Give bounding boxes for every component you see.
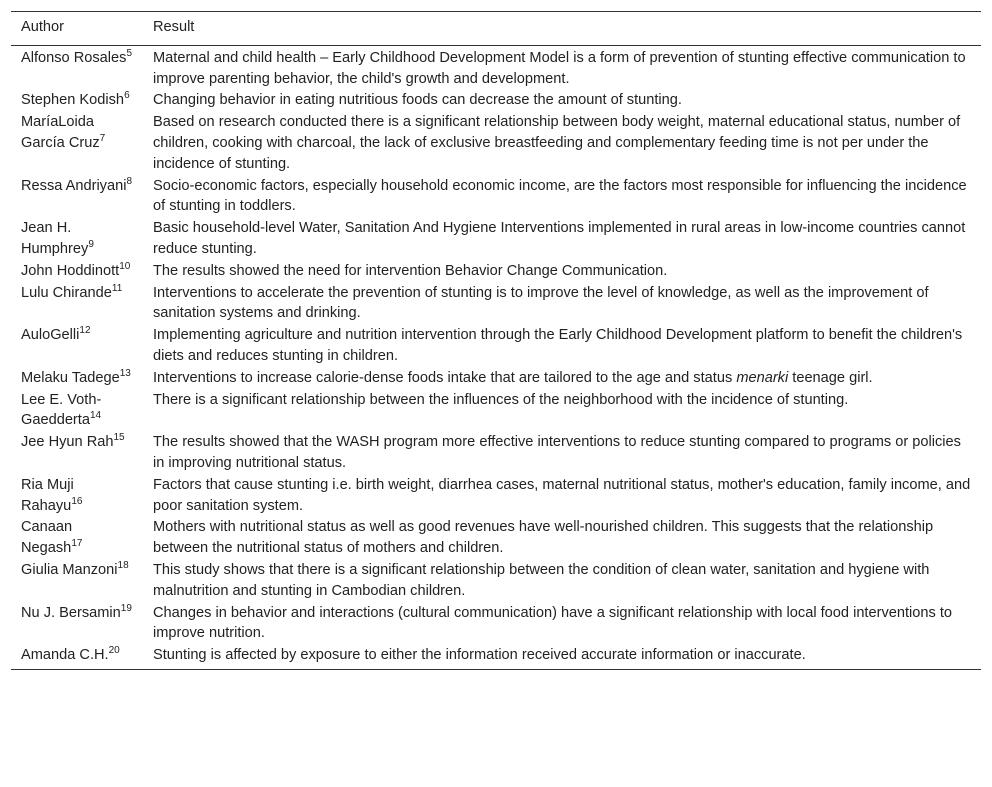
reference-number: 13 (119, 367, 131, 379)
result-cell: Basic household-level Water, Sanitation And Hygiene Interventions implemented in rural areas in low-income countries cannot reduce stunting. (153, 220, 966, 257)
reference-number: 5 (126, 47, 133, 59)
literature-results-table (11, 11, 981, 670)
author-name: Canaan Negash (21, 519, 73, 557)
reference-number: 7 (99, 133, 106, 145)
author-cell (11, 261, 143, 283)
author-name: Nu J. Bersamin (21, 604, 121, 621)
table-row (11, 368, 981, 390)
author-cell (11, 390, 143, 433)
result-emphasis: menarki (736, 369, 789, 386)
result-text: teenage girl. (788, 369, 873, 386)
result-cell (143, 368, 981, 390)
author-cell (11, 475, 143, 518)
table-row (11, 176, 981, 219)
author-name: Melaku Tadege (21, 369, 120, 386)
author-cell (11, 603, 143, 646)
table-row (11, 390, 981, 433)
result-cell: Interventions to accelerate the prevention of stunting is to improve the level of knowledge, as well as the improvement of sanitation systems and drinking. (153, 284, 929, 322)
result-cell: Socio-economic factors, especially household economic income, are the factors most responsible for influencing the incidence of stunting in toddlers. (153, 177, 967, 215)
author-name: Jee Hyun Rah (21, 434, 114, 451)
author-name: Ressa Andriyani (21, 177, 127, 194)
result-cell: Mothers with nutritional status as well as good revenues have well-nourished children. This suggests that the relationship between the nutritional status of mothers and children. (153, 519, 934, 557)
table-row (11, 112, 981, 175)
reference-number: 9 (88, 239, 94, 251)
table-row (11, 560, 981, 603)
header-row (11, 12, 981, 46)
author-name: Lee E. Voth-Gaedderta (21, 391, 102, 429)
table-row (11, 218, 981, 261)
author-name: AuloGelli (21, 327, 80, 344)
reference-number: 17 (71, 538, 83, 550)
author-cell (11, 176, 143, 219)
reference-number: 19 (120, 602, 132, 614)
author-name: Lulu Chirande (21, 284, 112, 301)
result-cell: There is a significant relationship between the influences of the neighborhood with the incidence of stunting. (153, 391, 849, 408)
author-cell (11, 517, 143, 560)
author-column-header: Author (21, 19, 64, 35)
result-cell: The results showed the need for intervention Behavior Change Communication. (153, 262, 668, 279)
author-name: Amanda C.H. (21, 647, 109, 664)
author-name: Stephen Kodish (21, 92, 125, 109)
result-cell: The results showed that the WASH program more effective interventions to reduce stunting compared to programs or policies in improving nutritional status. (153, 434, 961, 471)
table-row (11, 283, 981, 326)
result-cell: Changes in behavior and interactions (cultural communication) have a significant relationship with local food interventions to improve nutrition. (153, 604, 953, 642)
result-column-header: Result (153, 19, 195, 35)
table-row (11, 432, 981, 475)
result-cell: Maternal and child health – Early Childhood Development Model is a form of prevention of stunting effective communication to improve parenting behavior, the child's growth and development. (153, 49, 966, 87)
author-name: MaríaLoida García Cruz (21, 114, 100, 151)
result-cell: Based on research conducted there is a significant relationship between body weight, maternal educational status, number of children, cooking with charcoal, the lack of exclusive breastfeeding and complementary feeding time is not per under the incidence of stunting. (153, 114, 961, 172)
table-row (11, 645, 981, 669)
table-row (11, 90, 981, 112)
table-row (11, 517, 981, 560)
result-text: Interventions to increase calorie-dense foods intake that are tailored to the age and status (153, 369, 737, 386)
reference-number: 15 (113, 432, 125, 444)
reference-number: 10 (119, 260, 131, 272)
table-row (11, 45, 981, 90)
table-header (11, 12, 981, 46)
author-cell (11, 560, 143, 603)
reference-number: 12 (79, 325, 91, 337)
reference-number: 8 (126, 175, 133, 187)
author-cell (11, 90, 143, 112)
reference-number: 6 (124, 90, 130, 102)
table-row (11, 475, 981, 518)
table-row (11, 603, 981, 646)
result-cell: Changing behavior in eating nutritious foods can decrease the amount of stunting. (153, 92, 682, 109)
author-cell (11, 218, 143, 261)
reference-number: 11 (111, 282, 123, 294)
author-cell (11, 112, 143, 175)
reference-number: 20 (108, 645, 120, 657)
result-cell: Stunting is affected by exposure to either the information received accurate information or inaccurate. (153, 647, 806, 664)
author-name: Ria Muji Rahayu (21, 476, 74, 514)
author-name: Jean H. Humphrey (21, 220, 89, 257)
author-cell (11, 45, 143, 90)
author-name: John Hoddinott (21, 262, 120, 279)
table-row (11, 325, 981, 368)
author-name: Alfonso Rosales (21, 49, 127, 66)
table-row (11, 261, 981, 283)
author-cell (11, 325, 143, 368)
reference-number: 16 (71, 495, 83, 507)
author-cell (11, 432, 143, 475)
author-name: Giulia Manzoni (21, 561, 118, 578)
result-cell: Factors that cause stunting i.e. birth weight, diarrhea cases, maternal nutritional status, mother's education, family income, and poor sanitation system. (153, 476, 971, 514)
author-cell (11, 283, 143, 326)
reference-number: 18 (117, 560, 129, 572)
result-cell: This study shows that there is a significant relationship between the condition of clean water, sanitation and hygiene with malnutrition and stunting in Cambodian children. (153, 561, 930, 599)
author-cell (11, 645, 143, 669)
reference-number: 14 (89, 410, 102, 422)
result-cell: Implementing agriculture and nutrition intervention through the Early Childhood Development platform to benefit the children's diets and reduces stunting in children. (153, 327, 963, 364)
author-cell (11, 368, 143, 390)
table-body (11, 45, 981, 669)
